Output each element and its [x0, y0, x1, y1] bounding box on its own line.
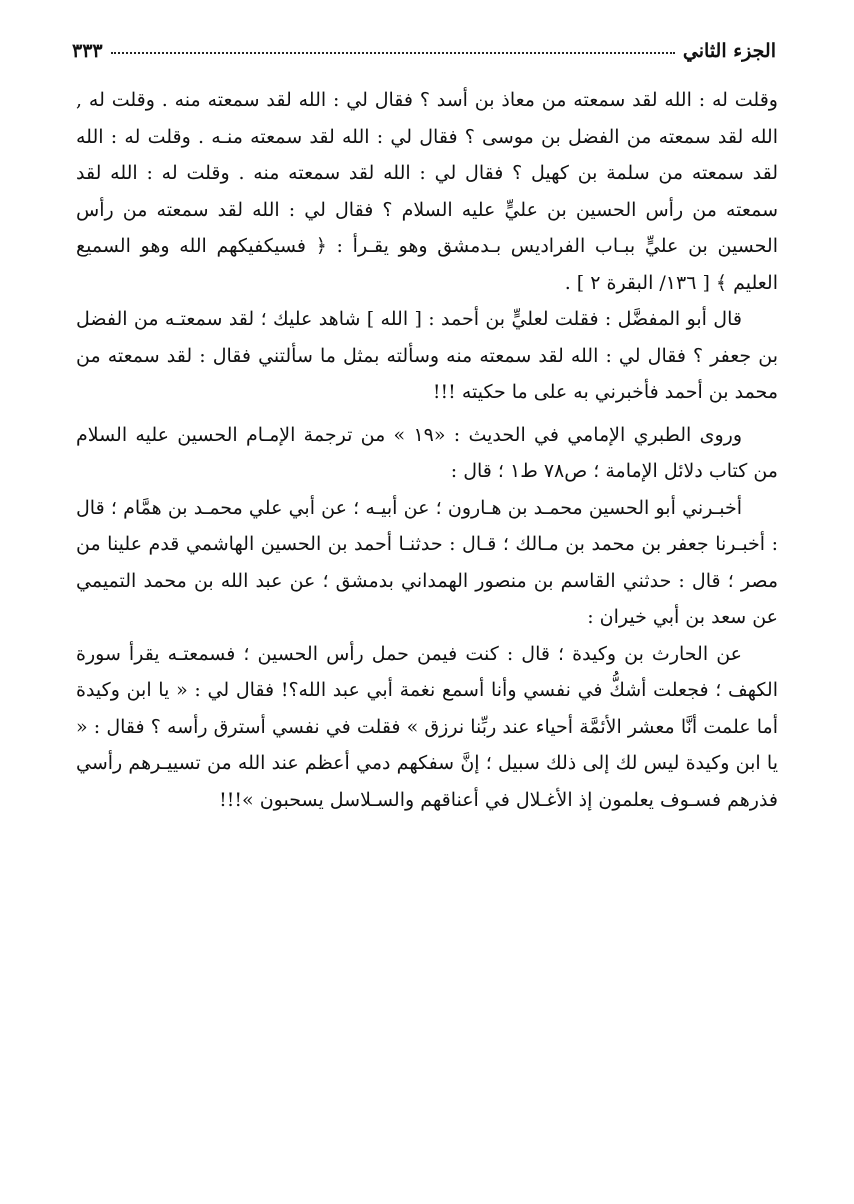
- paragraph-4: أخبـرني أبو الحسين محمـد بن هـارون ؛ عن أبيـه ؛ عن أبي علي محمـد بن همَّام ؛ قال : أخبـرنا جعفر بن محمد بن مـالك ؛ قـال : حدثنـا أحمد بن الحسين الهاشمي قدم علينا من مصر ؛ قال : حدثني القاسم بن منصور الهمداني بدمشق ؛ عن عبد الله بن محمد التميمي عن سعد بن أبي خيران :: [76, 496, 778, 628]
- paragraph-3: وروى الطبري الإمامي في الحديث : «١٩ » من ترجمة الإمـام الحسين عليه السلام من كتاب دلائل الإمامة ؛ ص٧٨ ط١ ؛ قال :: [76, 423, 778, 482]
- page-number: ٣٣٣: [72, 40, 103, 62]
- paragraph-5: عن الحارث بن وكيدة ؛ قال : كنت فيمن حمل رأس الحسين ؛ فسمعتـه يقرأ سورة الكهف ؛ فجعلت أشكُّ في نفسي وأنا أسمع نغمة أبي عبد الله؟! فقال لي : « يا ابن وكيدة أما علمت أنَّا معشر الأئمَّة أحياء عند ربِّنا نرزق » فقلت في نفسي أسترق رأسه ؟ فقال : « يا ابن وكيدة ليس لك إلى ذلك سبيل ؛ إنَّ سفكهم دمي أعظم عند الله من تسييـرهم رأسي فذرهم فسـوف يعلمون إذ الأغـلال في أعناقهم والسـلاسل يسحبون »!!!: [76, 642, 778, 811]
- page-body: [76, 82, 778, 818]
- paragraph-1: وقلت له : الله لقد سمعته من معاذ بن أسد ؟ فقال لي : الله لقد سمعته منه . وقلت له , الله لقد سمعته من الفضل بن موسى ؟ فقال لي : الله لقد سمعته منـه . وقلت له : الله لقد سمعته من سلمة بن كهيل ؟ فقال لي : الله لقد سمعته منه . وقلت له : الله لقد سمعته من رأس الحسين بن عليٍّ عليه السلام ؟ فقال لي : الله لقد سمعته من رأس الحسين بن عليٍّ ببـاب الفراديس بـدمشق وهو يقـرأ : ﴿ فسيكفيكهم الله وهو السميع العليم ﴾ [ ١٣٦/ البقرة ٢ ] .: [76, 89, 778, 294]
- leader-dots: [111, 52, 675, 54]
- page-header: [72, 28, 776, 62]
- part-title: الجزء الثاني: [682, 40, 776, 62]
- paragraph-2: قال أبو المفضَّل : فقلت لعليٍّ بن أحمد : [ الله ] شاهد عليك ؛ لقد سمعتـه من الفضل بن جعفر ؟ فقال لي : الله لقد سمعته منه وسألته بمثل ما سألتني فقال : لقد سمعته من محمد بن أحمد فأخبرني به على ما حكيته !!!: [76, 308, 778, 403]
